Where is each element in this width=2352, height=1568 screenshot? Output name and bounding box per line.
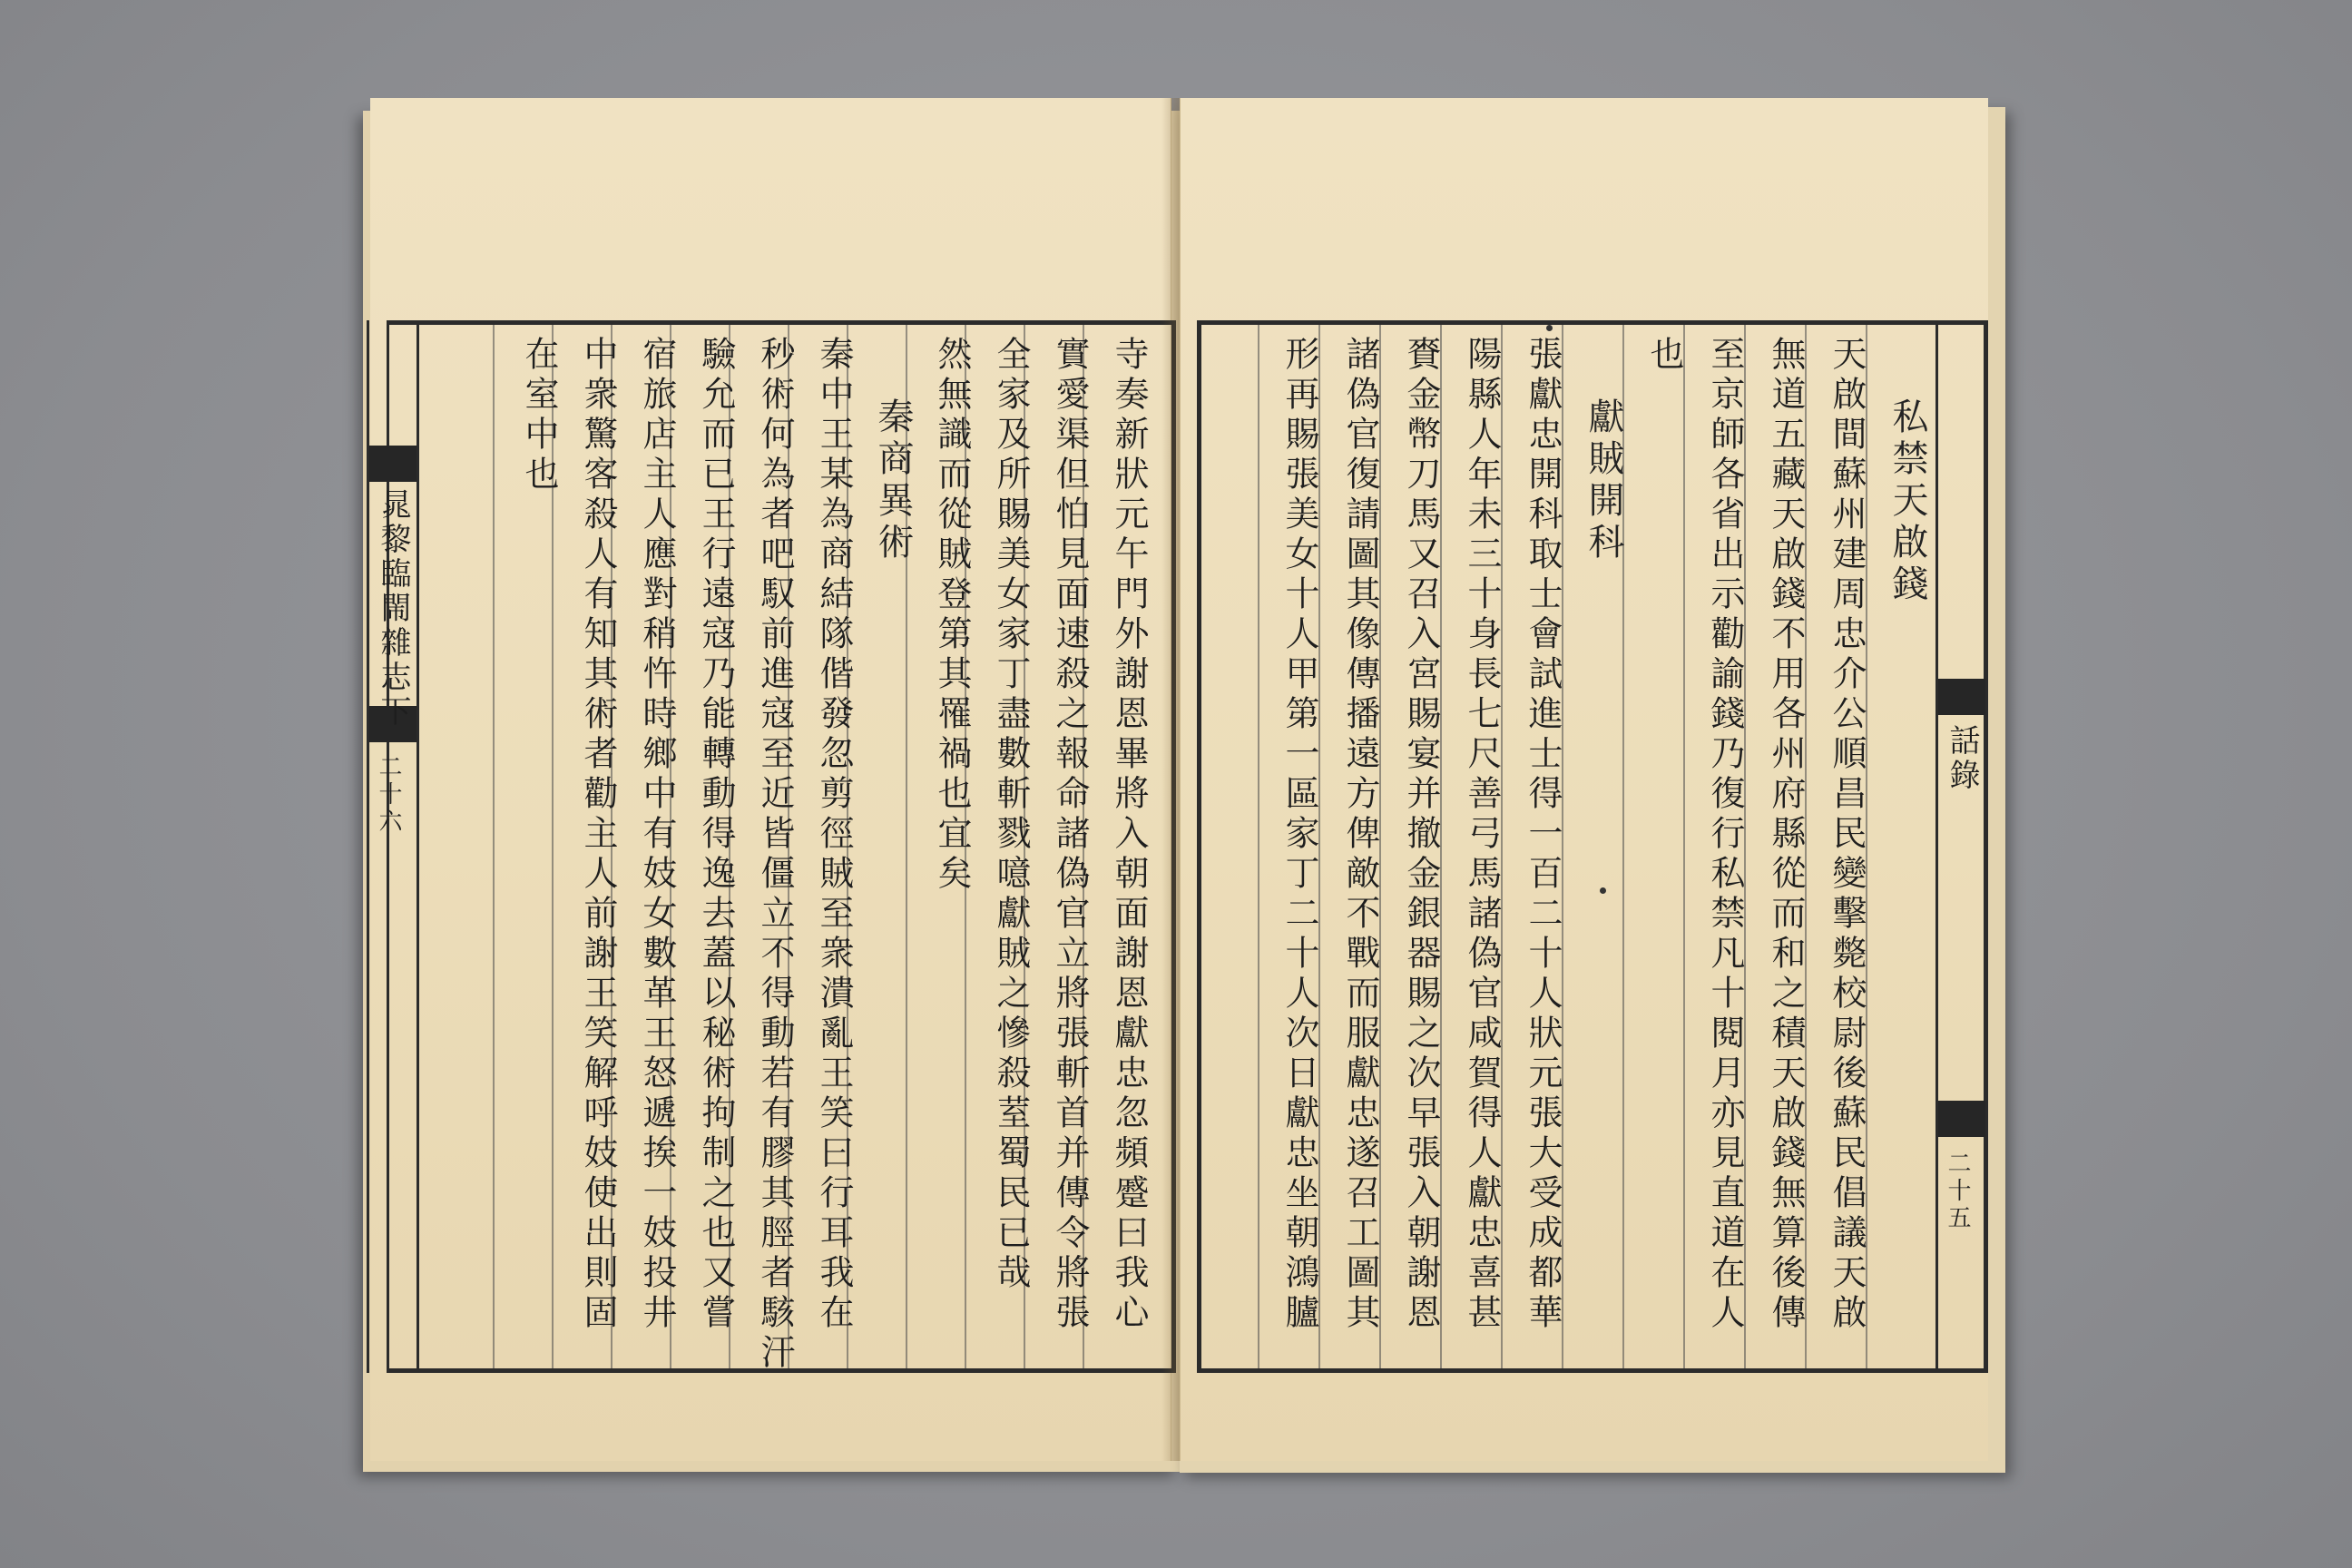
left-text-column-4: 然無識而從賊登第其罹禍也宜矣 [932,336,972,895]
right-text-column-4: 至京師各省出示勸諭錢乃復行私禁凡十閱月亦見直道在人 [1705,336,1745,1334]
right-banxin [1936,320,1988,1373]
right-banxin-folio: 二十五 [1944,1151,1971,1232]
right-fishtail-upper [1938,679,1985,715]
section-heading-qin-merchant: 秦商異術 [872,397,914,564]
right-banxin-title: 話錄 [1944,724,1980,793]
right-text-column-3: 無道五藏天啟錢不用各州府縣從而和之積天啟錢無算後傳 [1766,336,1806,1334]
left-text-column-2: 實愛渠但怕見面速殺之報命諸偽官立將張斬首并傳令將張 [1050,336,1090,1334]
right-text-column-8: 陽縣人年未三十身長七尺善弓馬諸偽官咸賀得人獻忠喜甚 [1462,336,1502,1334]
open-book [363,98,2005,1477]
right-fishtail-lower [1938,1101,1985,1137]
right-text-column-5: 也 [1644,336,1684,376]
left-banxin-title: 晁黎臨閙雜志下 [375,488,411,730]
column-rule [1683,325,1685,1368]
left-text-column-8: 驗允而已王行遠寇乃能轉動得逸去蓋以秘術拘制之也又嘗 [696,336,736,1334]
right-text-column-7: 張獻忠開科取士會試進士得一百二十人狀元張大受成都華 [1523,336,1563,1334]
left-text-column-10: 中衆驚客殺人有知其術者勸主人前謝王笑解呼妓使出則固 [578,336,618,1334]
left-text-column-1: 寺奏新狀元午門外謝恩畢將入朝面謝恩獻忠忽頻蹙曰我心 [1109,336,1149,1334]
column-rule [1258,325,1259,1368]
left-banxin [367,320,419,1373]
right-text-column-10: 諸偽官復請圖其像傳播遠方俾敵不戰而服獻忠遂召工圖其 [1340,336,1380,1334]
left-text-column-9: 宿旅店主人應對稍忤時鄉中有妓女數革王怒遞挨一妓投井 [637,336,677,1334]
right-text-column-9: 賚金幣刀馬又召入宮賜宴并撤金銀器賜之次早張入朝謝恩 [1401,336,1441,1334]
left-fishtail-upper [369,446,416,482]
left-page [370,98,1171,1461]
left-text-column-11: 在室中也 [519,336,559,495]
left-text-column-6: 秦中王某為商結隊偕發忽剪徑賊至衆潰亂王笑曰行耳我在 [814,336,854,1334]
section-heading-examination: 獻賊開科 [1583,397,1624,564]
left-text-column-7: 秒術何為者吧馭前進寇至近皆僵立不得動若有膠其脛者駭汗 [755,336,795,1374]
punctuation-dot [1546,325,1553,331]
punctuation-dot [1600,887,1606,894]
right-text-column-11: 形再賜張美女十人甲第一區家丁二十人次日獻忠坐朝鴻臚 [1279,336,1319,1334]
column-rule [493,325,495,1368]
right-page [1180,98,1988,1461]
left-banxin-folio: 二十六 [375,754,402,836]
left-text-column-3: 全家及所賜美女家丁盡數斬戮噫獻賊之慘殺荎蜀民已哉 [991,336,1031,1294]
right-text-column-2: 天啟間蘇州建周忠介公順昌民變擊斃校尉後蘇民倡議天啟 [1827,336,1867,1334]
section-heading-tianqi-coins: 私禁天啟錢 [1886,397,1928,606]
